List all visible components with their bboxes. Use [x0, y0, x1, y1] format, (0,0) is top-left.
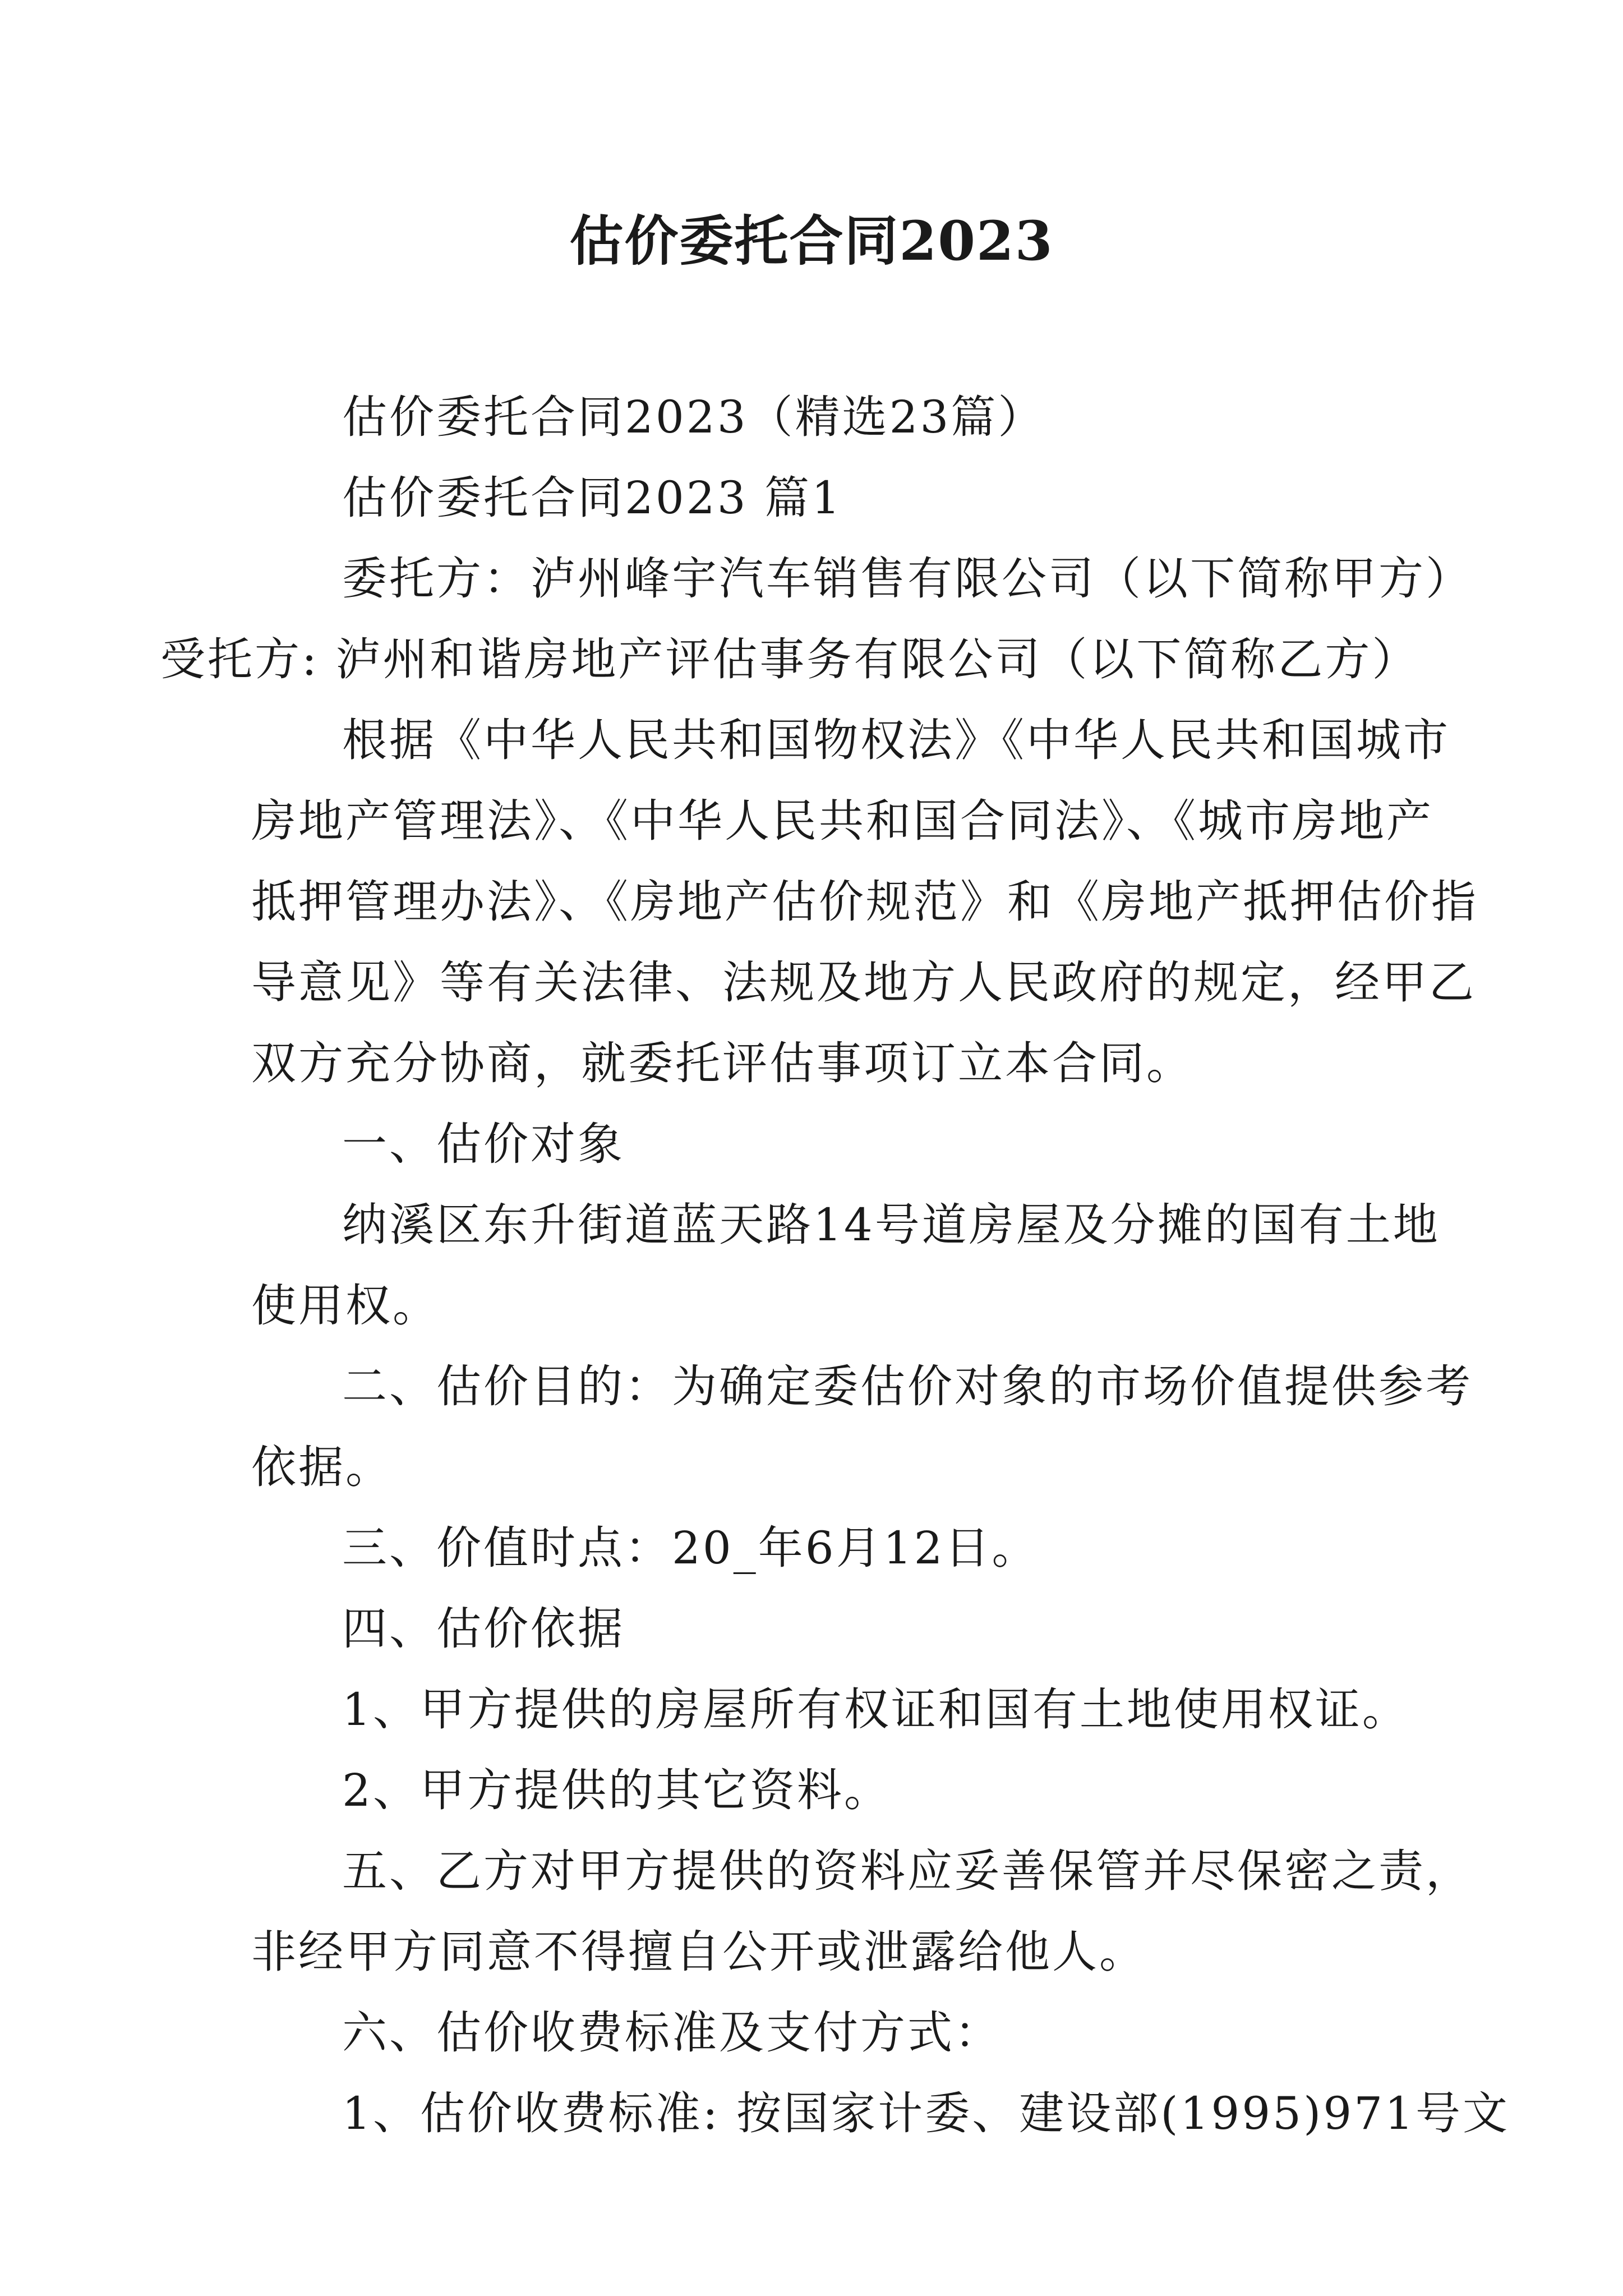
section-heading-basis	[251, 1589, 1384, 1669]
text-line: 非经甲方同意不得擅自公开或泄露给他人。	[251, 1926, 1146, 1978]
text-line: 一、估价对象	[342, 1118, 625, 1170]
paragraph-legal-basis	[251, 700, 1478, 1104]
text-line: 五、乙方对甲方提供的资料应妥善保管并尽保密之责，	[342, 1845, 1473, 1897]
text-line: 1、甲方提供的房屋所有权证和国有土地使用权证。	[342, 1683, 1409, 1736]
text-line: 二、估价目的：为确定委估价对象的市场价值提供参考	[342, 1360, 1473, 1412]
text-line: 根据《中华人民共和国物权法》《中华人民共和国城市	[342, 714, 1450, 766]
document-title: 估价委托合同2023	[569, 209, 1054, 273]
text-line: 委托方：泸州峰宇汽车销售有限公司（以下简称甲方）	[342, 553, 1473, 605]
text-line: 六、估价收费标准及支付方式：	[342, 2007, 1002, 2059]
document-body	[160, 377, 1510, 2154]
text-line: 使用权。	[251, 1280, 440, 1332]
text-line: 导意见》等有关法律、法规及地方人民政府的规定，经甲乙	[251, 956, 1476, 1009]
paragraph-client	[251, 539, 1473, 619]
text-line: 依据。	[251, 1441, 393, 1493]
paragraph-intro	[251, 377, 1384, 458]
text-line: 双方充分协商，就委托评估事项订立本合同。	[251, 1037, 1193, 1089]
text-line: 三、价值时点：20_年6月12日。	[342, 1522, 1039, 1574]
paragraph-part-heading	[251, 458, 1384, 539]
text-line: 受托方: 泸州和谐房地产评估事务有限公司（以下简称乙方）	[160, 633, 1419, 685]
text-line: 房地产管理法》、《中华人民共和国合同法》、《城市房地产	[251, 795, 1433, 847]
list-item-basis-2	[251, 1750, 1384, 1831]
paragraph-confidentiality	[251, 1831, 1473, 1993]
paragraph-object-detail	[251, 1185, 1440, 1346]
text-line: 1、估价收费标准: 按国家计委、建设部(1995)971号文	[342, 2087, 1510, 2139]
section-heading-fees	[251, 1993, 1384, 2073]
text-line: 抵押管理办法》、《房地产估价规范》和《房地产抵押估价指	[251, 876, 1478, 928]
list-item-fee-standard	[251, 2073, 1510, 2154]
paragraph-trustee	[160, 619, 1419, 700]
text-line: 2、甲方提供的其它资料。	[342, 1764, 891, 1816]
paragraph-value-date	[251, 1508, 1384, 1589]
list-item-basis-1	[251, 1669, 1409, 1750]
text-line: 估价委托合同2023 篇1	[342, 472, 842, 524]
text-line: 四、估价依据	[342, 1603, 625, 1655]
paragraph-purpose	[251, 1346, 1473, 1508]
text-line: 估价委托合同2023（精选23篇）	[342, 391, 1045, 443]
section-heading-object	[251, 1104, 1384, 1185]
text-line: 纳溪区东升街道蓝天路14号道房屋及分摊的国有土地	[342, 1199, 1440, 1251]
